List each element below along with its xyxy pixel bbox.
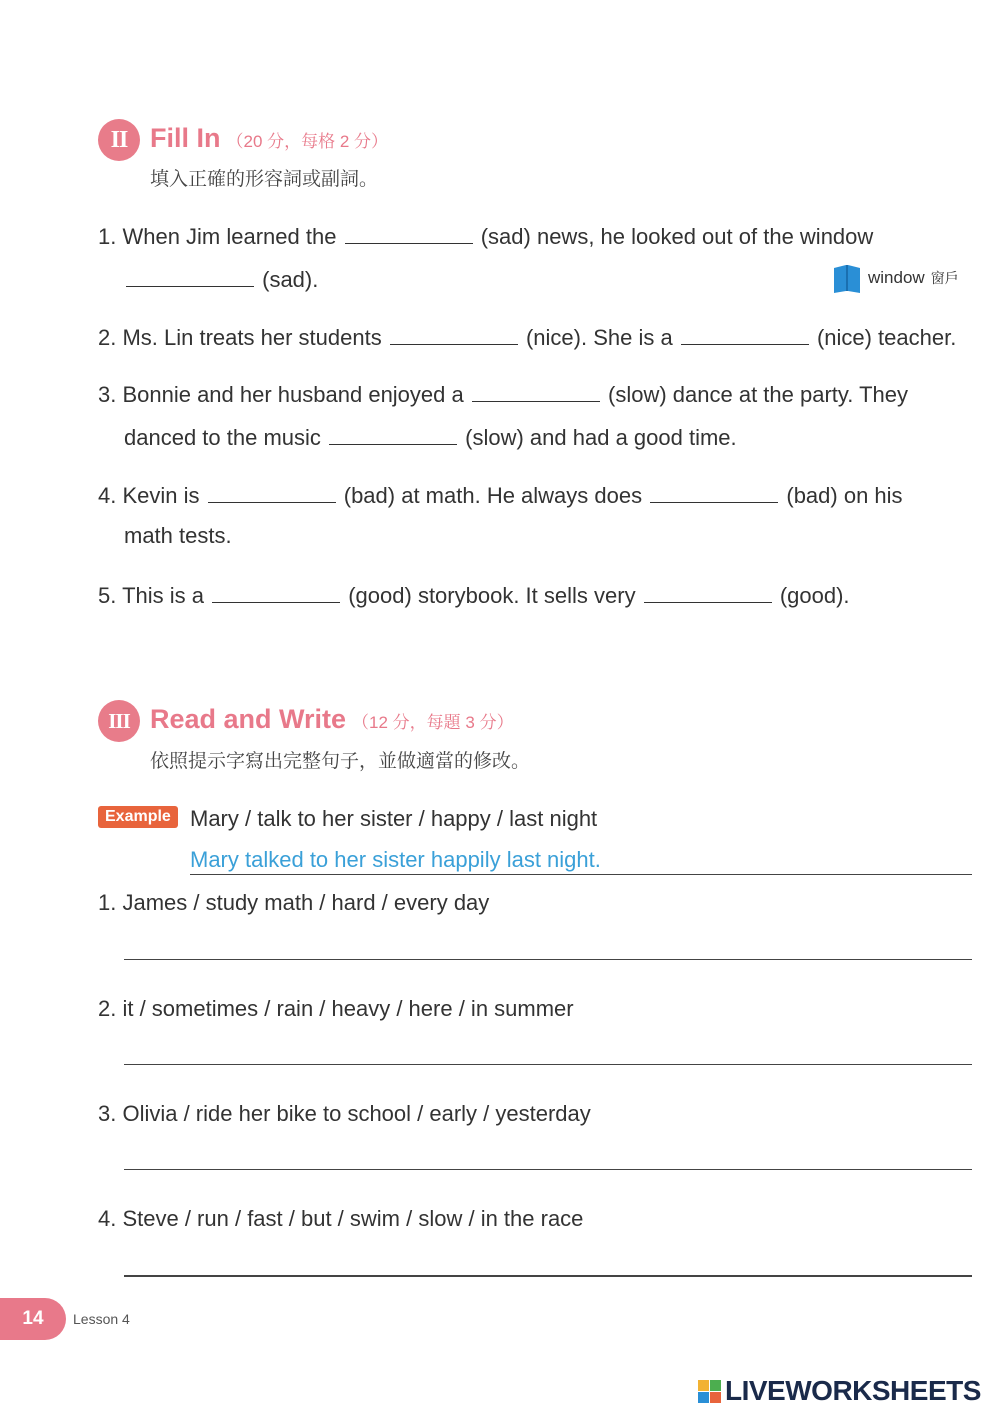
answer-blank[interactable] xyxy=(345,242,473,244)
section-3-title xyxy=(150,704,514,735)
logo-text: LIVEWORKSHEETS xyxy=(725,1375,981,1406)
section-2-title xyxy=(150,123,388,154)
write-item-4: 4. Steve / run / fast / but / swim / slow / in the race xyxy=(98,1206,584,1231)
answer-blank[interactable] xyxy=(212,601,340,603)
section-2-title-text: Fill In xyxy=(150,123,221,153)
write-item-1: 1. James / study math / hard / every day xyxy=(98,890,490,915)
fill-item-text: (slow) dance at the party. They xyxy=(608,382,908,407)
fill-item-1-line-1 xyxy=(98,224,873,250)
fill-item-text: (good) storybook. It sells very xyxy=(348,583,636,608)
page-number: 14 xyxy=(0,1298,66,1340)
section-2-points: （20 分，每格 2 分） xyxy=(226,132,389,151)
liveworksheets-logo xyxy=(698,1375,981,1407)
fill-item-text: 5. This is a xyxy=(98,583,204,608)
write-item-2: 2. it / sometimes / rain / heavy / here / in summer xyxy=(98,996,574,1021)
fill-item-4-line-2: math tests. xyxy=(124,523,232,548)
fill-item-text: 3. Bonnie and her husband enjoyed a xyxy=(98,382,464,407)
logo-icon xyxy=(698,1380,721,1403)
answer-blank[interactable] xyxy=(126,285,254,287)
fill-item-text: (sad). xyxy=(262,267,319,292)
fill-item-text: (slow) and had a good time. xyxy=(465,425,737,450)
fill-item-text: (nice). She is a xyxy=(525,325,673,350)
section-3-points: （12 分，每題 3 分） xyxy=(352,713,514,732)
vocab-word: window xyxy=(868,268,925,287)
example-prompt: Mary / talk to her sister / happy / last night xyxy=(190,806,598,831)
example-answer-line xyxy=(190,874,972,875)
fill-item-text: 2. Ms. Lin treats her students xyxy=(98,325,382,350)
fill-item-text: danced to the music xyxy=(124,425,321,450)
fill-item-text: (bad) at math. He always does xyxy=(343,483,643,508)
fill-item-text: 4. Kevin is xyxy=(98,483,200,508)
write-answer-line[interactable] xyxy=(124,1064,972,1065)
vocab-meaning: 窗戶 xyxy=(930,270,959,286)
write-answer-line[interactable] xyxy=(124,1169,972,1170)
fill-item-2 xyxy=(98,325,956,351)
book-icon xyxy=(832,262,862,294)
section-3-title-text: Read and Write xyxy=(150,704,347,734)
section-3-subtitle: 依照提示字寫出完整句子，並做適當的修改。 xyxy=(150,751,531,772)
section-2-badge: II xyxy=(98,119,140,161)
answer-blank[interactable] xyxy=(644,601,772,603)
write-answer-line[interactable] xyxy=(124,959,972,960)
answer-blank[interactable] xyxy=(329,443,457,445)
fill-item-3-line-1 xyxy=(98,382,908,408)
fill-item-text: 1. When Jim learned the xyxy=(98,224,337,249)
section-2-subtitle: 填入正確的形容詞或副詞。 xyxy=(150,169,379,190)
fill-item-text: (good). xyxy=(779,583,850,608)
example-answer: Mary talked to her sister happily last night. xyxy=(190,847,601,872)
fill-item-text: (sad) news, he looked out of the window xyxy=(480,224,874,249)
write-item-3: 3. Olivia / ride her bike to school / early / yesterday xyxy=(98,1101,591,1126)
answer-blank[interactable] xyxy=(208,501,336,503)
example-badge: Example xyxy=(98,806,178,828)
fill-item-text: (nice) teacher. xyxy=(816,325,957,350)
fill-item-5 xyxy=(98,583,850,609)
answer-blank[interactable] xyxy=(390,343,518,345)
answer-blank[interactable] xyxy=(472,400,600,402)
fill-item-1-line-2 xyxy=(124,267,318,293)
answer-blank[interactable] xyxy=(650,501,778,503)
section-3-badge: III xyxy=(98,700,140,742)
fill-item-3-line-2 xyxy=(124,425,737,451)
fill-item-4-line-1 xyxy=(98,483,903,509)
lesson-label: Lesson 4 xyxy=(73,1311,130,1327)
write-answer-line[interactable] xyxy=(124,1275,972,1277)
fill-item-text: (bad) on his xyxy=(786,483,903,508)
answer-blank[interactable] xyxy=(681,343,809,345)
vocab-note xyxy=(832,262,959,294)
